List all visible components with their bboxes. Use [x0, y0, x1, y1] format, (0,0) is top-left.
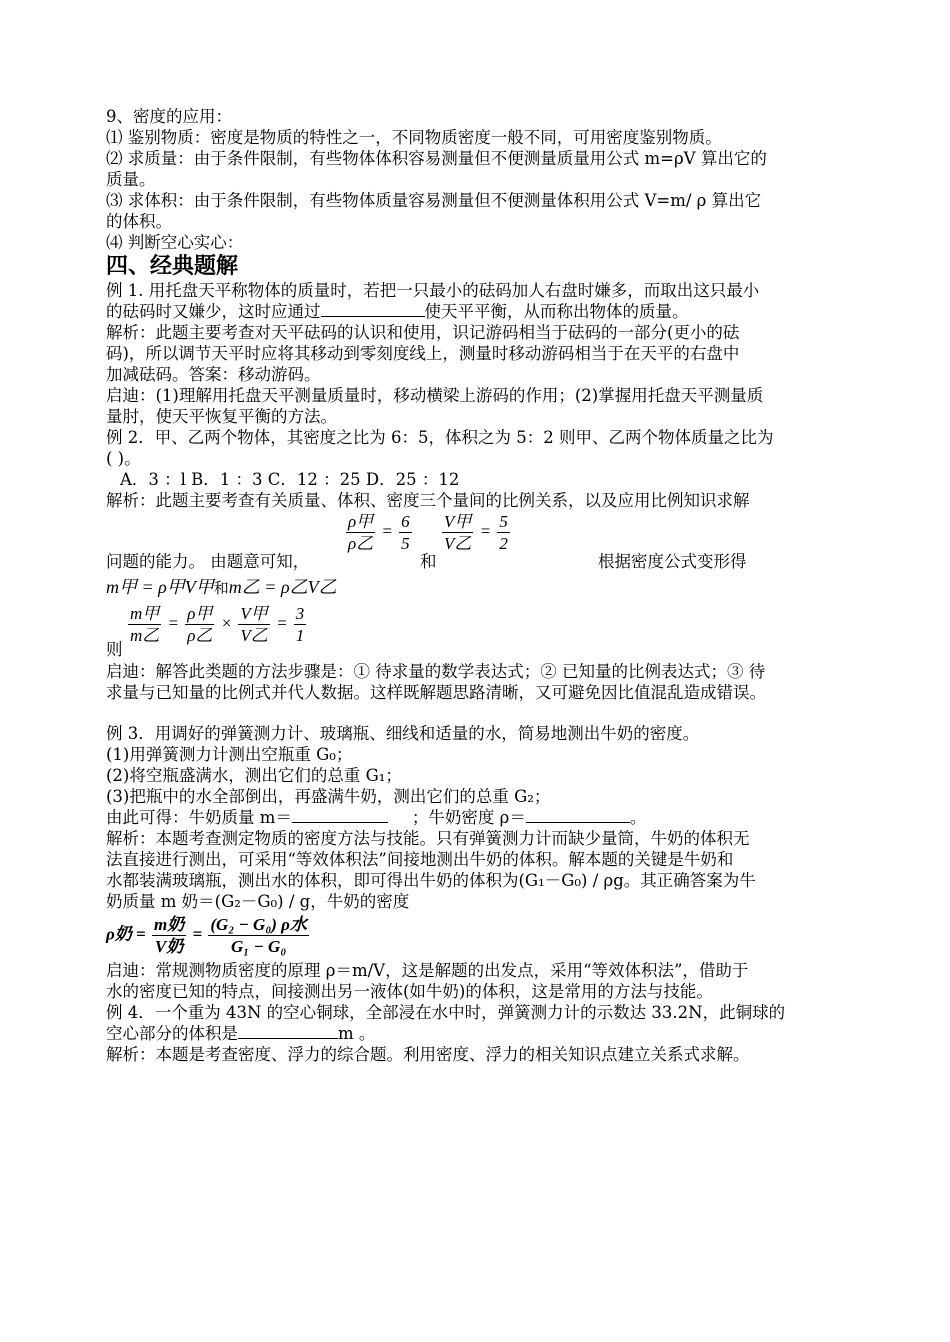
ex3-analysis-line2: 法直接进行测出，可采用“等效体积法”间接地测出牛奶的体积。解本题的关键是牛奶和 [106, 850, 734, 869]
ex2-question-line2: ( )。 [106, 449, 141, 468]
milk-mass-blank[interactable] [292, 807, 388, 823]
ex3-analysis-line4: 奶质量 m 奶＝(G₂－G₀) / g，牛奶的密度 [106, 892, 410, 911]
ex1-hint-line1: 启迪：(1)理解用托盘天平测量质量时，移动横梁上游码的作用；(2)掌握用托盘天平测量质 [106, 386, 764, 405]
ex4-question-line2: 空心部分的体积是 m 。 [106, 1024, 376, 1043]
ex4-answer-blank[interactable] [238, 1023, 338, 1039]
ex3-question: 例 3．用调好的弹簧测力计、玻璃瓶、细线和适量的水，简易地测出牛奶的密度。 [106, 724, 700, 743]
section9-title: 9、密度的应用： [106, 107, 232, 126]
ex3-step3: (3)把瓶中的水全部倒出，再盛满牛奶，测出它们的总重 G₂； [106, 787, 551, 806]
ex3-analysis-line3: 水都装满玻璃瓶，测出水的体积，即可得出牛奶的体积为(G₁－G₀) / ρg。其正确答案为牛 [106, 871, 756, 890]
ex1-analysis-line2: 码)，所以调节天平时应将其移动到零刻度线上，测量时移动游码相当于在天平的右盘中 [106, 344, 740, 363]
ex1-question-line1: 例 1. 用托盘天平称物体的质量时，若把一只最小的砝码加人右盘时嫌多，而取出这只最小 [106, 281, 760, 300]
density-ratio-formula: $\frac{\text{ρ甲}}{\text{ρ乙}}$ = $\frac{6}{5}$ [348, 512, 410, 553]
ex2-hint-line1: 启迪：解答此类题的方法步骤是：① 待求量的数学表达式；② 已知量的比例表达式；③ 待 [106, 662, 766, 681]
ex1-answer-blank[interactable] [321, 301, 425, 317]
ex1-question-line2: 的砝码时又嫌少，这时应通过 使天平平衡，从而称出物体的质量。 [106, 302, 689, 321]
mass-ratio-formula: $\frac{\text{m甲}}{\text{m乙}}$ = $\frac{\text{ρ甲}}{\text{ρ乙}}$ × $\frac{\text{V甲}}{\text{V乙}}$ = $\frac{3}{1}$ [130, 604, 305, 645]
milk-density-formula: ρ奶 = $\frac{\text{m奶}}{\text{V奶}}$ = $\frac{\text{(G₂ − G₀) ρ水}}{\text{G₁ − G₀}}$ [106, 915, 307, 956]
mass-ratio-line: 则 $\frac{\text{m甲}}{\text{m乙}}$ = $\frac{\text{ρ甲}}{\text{ρ乙}}$ × $\frac{\text{V甲}}{\text{V乙}}$ = $\frac{3}{1}$ [106, 603, 848, 661]
document-page [106, 106, 848, 1065]
ex2-question-line1: 例 2．甲、乙两个物体，其密度之比为 6：5，体积之为 5：2 则甲、乙两个物体质量之比为 [106, 428, 774, 447]
ex3-hint-line1: 启迪：常规测物质密度的原理 ρ＝m/V，这是解题的出发点，采用“等效体积法”，借助于 [106, 961, 749, 980]
ex4-analysis: 解析：本题是考查密度、浮力的综合题。利用密度、浮力的相关知识点建立关系式求解。 [106, 1045, 750, 1064]
mass-equations: m甲 = ρ甲V甲和m乙 = ρ乙V乙 [106, 577, 337, 597]
ex4-question-line1: 例 4．一个重为 43N 的空心铜球，全部浸在水中时，弹簧测力计的示数达 33.2N，此铜球的 [106, 1003, 786, 1022]
section9-item2b: 质量。 [106, 170, 156, 189]
volume-ratio-formula: $\frac{\text{V甲}}{\text{V乙}}$ = $\frac{5}{2}$ [444, 512, 508, 553]
ex1-hint-line2: 量肘，使天平恢复平衡的方法。 [106, 407, 337, 426]
ex3-hint-line2: 水的密度已知的特点，间接测出另一液体(如牛奶)的体积，这是常用的方法与技能。 [106, 982, 713, 1001]
ex2-analysis-line1: 解析：此题主要考查有关质量、体积、密度三个量间的比例关系，以及应用比例知识求解 [106, 491, 750, 510]
ex1-analysis-line1: 解析：此题主要考查对天平砝码的认识和使用，识记游码相当于砝码的一部分(更小的砝 [106, 323, 740, 342]
ex2-analysis-line2: 问题的能力。 由题意可知， $\frac{\text{ρ甲}}{\text{ρ乙}}$ = $\frac{6}{5}$ 和 $\frac{\text{V甲}}{\text{V乙}}$ = $\frac{5}{2}$ 根据密度公式变形得 [106, 512, 747, 571]
section9-item2a: ⑵ 求质量：由于条件限制，有些物体体积容易测量但不便测量质量用公式 m=ρV 算出它的 [106, 149, 767, 168]
ex2-hint-line2: 求量与已知量的比例式并代人数据。这样既解题思路清晰，又可避免因比值混乱造成错误。 [106, 683, 766, 702]
ex3-step1: (1)用弹簧测力计测出空瓶重 G₀； [106, 745, 353, 764]
section9-item1: ⑴ 鉴别物质：密度是物质的特性之一，不同物质密度一般不同，可用密度鉴别物质。 [106, 128, 722, 147]
ex3-analysis-line1: 解析：本题考查测定物质的密度方法与技能。只有弹簧测力计而缺少量筒，牛奶的体积无 [106, 829, 750, 848]
section4-heading: 四、经典题解 [106, 254, 239, 279]
milk-density-blank[interactable] [526, 807, 630, 823]
ex3-result-line: 由此可得：牛奶质量 m＝ ；牛奶密度 ρ＝ 。 [106, 808, 647, 827]
section9-item3b: 的体积。 [106, 212, 172, 231]
section9-item3a: ⑶ 求体积：由于条件限制，有些物体质量容易测量但不便测量体积用公式 V=m/ ρ 算出它 [106, 191, 762, 210]
ex3-step2: (2)将空瓶盛满水，测出它们的总重 G₁； [106, 766, 402, 785]
ex2-options: A．3 ：l B．1 ：3 C．12 ：25 D．25 ：12 [120, 470, 460, 489]
ex1-analysis-line3: 加减砝码。答案：移动游码。 [106, 365, 321, 384]
section9-item4: ⑷ 判断空心实心： [106, 233, 244, 252]
